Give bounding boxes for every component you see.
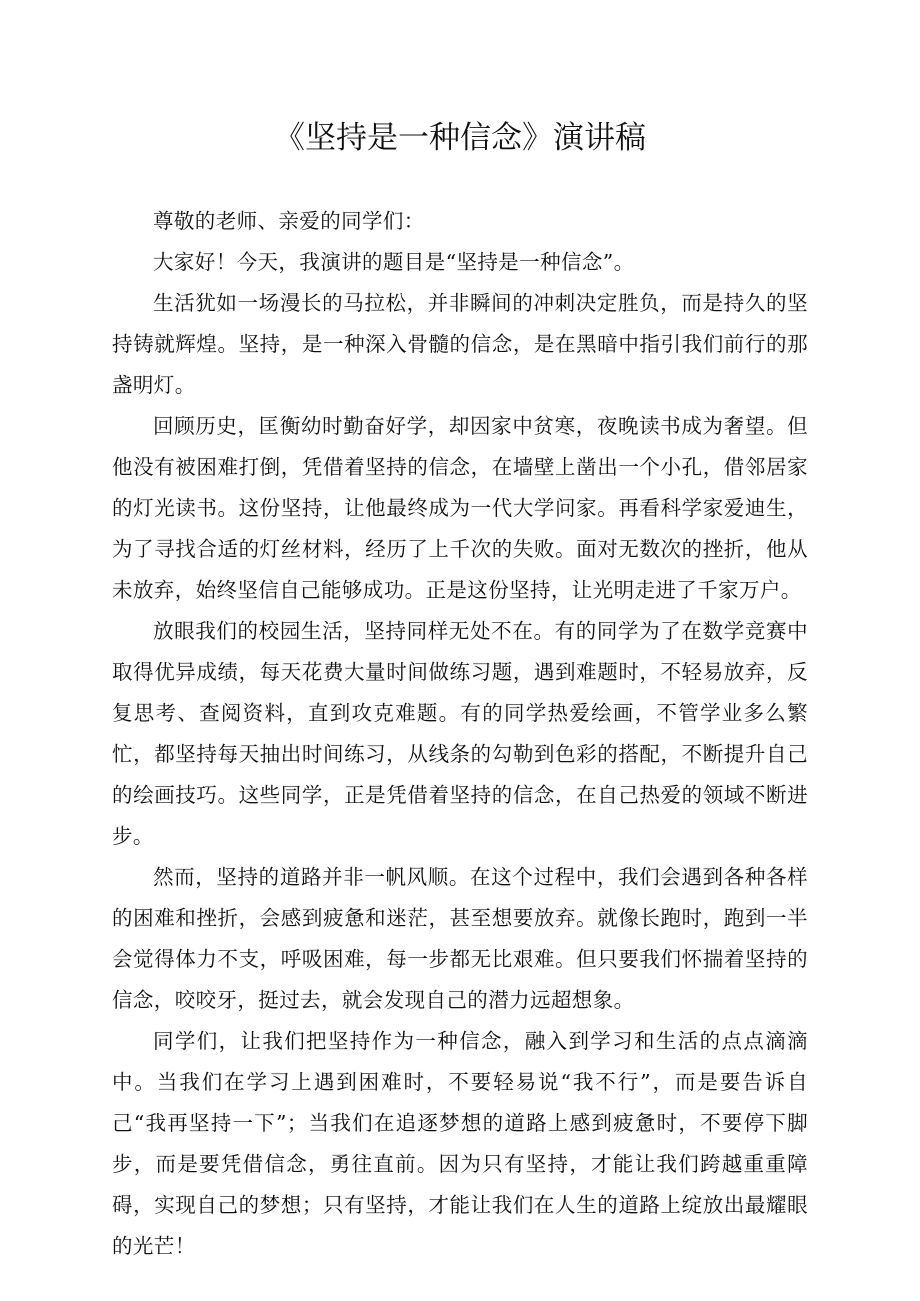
paragraph-conclusion: 同学们，让我们把坚持作为一种信念，融入到学习和生活的点点滴滴中。当我们在学习上遇到困难时，不要轻易说“我不行”，而是要告诉自己“我再坚持一下”；当我们在追逐梦想的道路上感到疲惫时，不要停下脚步，而是要凭借信念，勇往直前。因为只有坚持，才能让我们跨越重重障碍，实现自己的梦想；只有坚持，才能让我们在人生的道路上绽放出最耀眼的光芒！ <box>112 1029 808 1258</box>
paragraph-intro: 生活犹如一场漫长的马拉松，并非瞬间的冲刺决定胜负，而是持久的坚持铸就辉煌。坚持，是一种深入骨髓的信念，是在黑暗中指引我们前行的那盏明灯。 <box>112 291 808 397</box>
paragraph-salutation: 尊敬的老师、亲爱的同学们： <box>153 209 425 233</box>
paragraph-difficulties: 然而，坚持的道路并非一帆风顺。在这个过程中，我们会遇到各种各样的困难和挫折，会感到疲惫和迷茫，甚至想要放弃。就像长跑时，跑到一半会觉得体力不支，呼吸困难，每一步都无比艰难。但只要我们怀揣着坚持的信念，咬咬牙，挺过去，就会发现自己的潜力远超想象。 <box>112 865 808 1012</box>
paragraph-campus: 放眼我们的校园生活，坚持同样无处不在。有的同学为了在数学竞赛中取得优异成绩，每天花费大量时间做练习题，遇到难题时，不轻易放弃，反复思考、查阅资料，直到攻克难题。有的同学热爱绘画，不管学业多么繁忙，都坚持每天抽出时间练习，从线条的勾勒到色彩的搭配，不断提升自己的绘画技巧。这些同学，正是凭借着坚持的信念，在自己热爱的领域不断进步。 <box>112 619 808 848</box>
paragraph-greeting: 大家好！今天，我演讲的题目是“坚持是一种信念”。 <box>153 250 635 274</box>
document-title: 《坚持是一种信念》演讲稿 <box>274 120 646 156</box>
paragraph-history: 回顾历史，匡衡幼时勤奋好学，却因家中贫寒，夜晚读书成为奢望。但他没有被困难打倒，凭借着坚持的信念，在墙壁上凿出一个小孔，借邻居家的灯光读书。这份坚持，让他最终成为一代大学问家。再看科学家爱迪生，为了寻找合适的灯丝材料，经历了上千次的失败。面对无数次的挫折，他从未放弃，始终坚信自己能够成功。正是这份坚持，让光明走进了千家万户。 <box>112 414 808 602</box>
document-body <box>112 201 808 1267</box>
